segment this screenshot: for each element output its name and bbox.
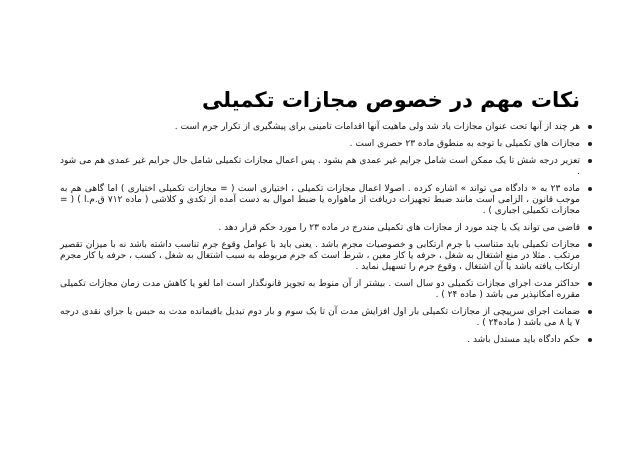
bullet-icon [588, 243, 592, 247]
bullet-icon [588, 282, 592, 286]
bullet-icon [588, 159, 592, 163]
bullet-icon [588, 187, 592, 191]
bullet-icon [588, 338, 592, 342]
bullet-item [60, 307, 592, 329]
bullet-text: حکم دادگاه باید مستدل باشد . [467, 335, 580, 345]
bullet-item [60, 156, 592, 178]
bullet-text: قاضی می تواند یک یا چند مورد از مجازات های تکمیلی مندرج در ماده ۲۳ را مورد حکم قرار دهد . [218, 223, 580, 233]
bullet-text: ماده ۲۳ به « دادگاه می تواند » اشاره کرده . اصولا اعمال مجازات تکمیلی ، اختیاری است ( = مجازات تکمیلی اختیاری ) اما گاهی هم به موجب قانون ، الزامی است مانند ضبط تجهیزات دریافت از ماهواره یا ضبط اموال به دست آمده از تکدی و کلاشی ( ماده ۷۱۲ ق.م.ا ) ( = مجازات تکمیلی اجباری ) . [60, 184, 580, 216]
bullet-text: تعزیر درجه شش تا یک ممکن است شامل جرایم غیر عمدی هم بشود . پس اعمال مجازات تکمیلی شامل حال جرایم غیر عمدی هم می شود . [60, 156, 580, 177]
bullet-text: ضمانت اجرای سرپیچی از مجازات تکمیلی بار اول افزایش مدت آن تا یک سوم و بار دوم تبدیل باقیمانده مدت به حبس یا جزای نقدی درجه ۷ یا ۸ می باشد ( ماده۲۴ ) . [60, 307, 580, 328]
slide-title: نکات مهم در خصوص مجازات تکمیلی [201, 88, 580, 112]
bullet-icon [588, 142, 592, 146]
bullet-item [60, 279, 592, 301]
bullet-icon [588, 125, 592, 129]
bullet-text: مجازات تکمیلی باید متناسب با جرم ارتکابی و خصوصیات مجرم باشد . یعنی باید با عوامل وقوع جرم تناسب داشته باشد نه با میزان تقصیر مرتکب . مثلا در منع اشتغال به شغل ، حرفه یا کار معین ، شرط است که جرم مربوطه به سبب اشتغال به شغل ، کسب ، حرفه یا کار مجرم ارتکاب یافته باشد یا آن اشتغال ، وقوع جرم را تسهیل نماید . [60, 240, 580, 272]
bullet-list [60, 122, 592, 352]
bullet-item [60, 139, 592, 150]
bullet-text: حداکثر مدت اجرای مجازات تکمیلی دو سال است . بیشتر از آن منوط به تجویز قانونگذار است اما لغو یا کاهش مدت زمان مجازات تکمیلی مقرره امکانپذیر می باشد ( ماده ۲۴ ) . [60, 279, 580, 300]
bullet-text: هر چند از آنها تحت عنوان مجازات یاد شد ولی ماهیت آنها اقدامات تامینی برای پیشگیری از تکرار جرم است . [174, 122, 580, 132]
bullet-icon [588, 310, 592, 314]
bullet-item [60, 223, 592, 234]
bullet-text: مجازات های تکمیلی با توجه به منطوق ماده ۲۳ حصری است . [349, 139, 580, 149]
bullet-item [60, 335, 592, 346]
bullet-icon [588, 226, 592, 230]
bullet-item [60, 240, 592, 273]
bullet-item [60, 184, 592, 217]
bullet-item [60, 122, 592, 133]
